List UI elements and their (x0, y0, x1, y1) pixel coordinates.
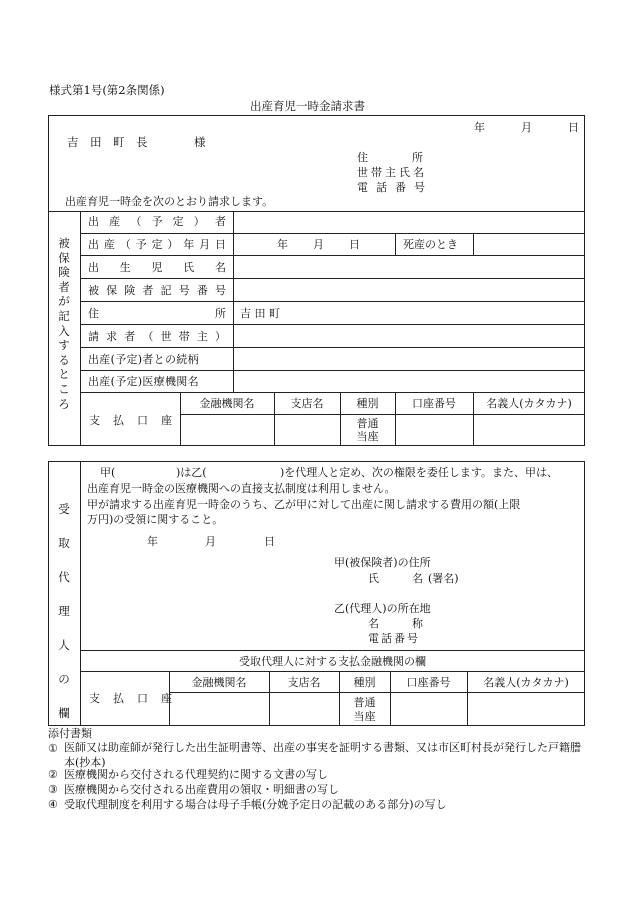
birth-date-month: 月 (313, 238, 324, 251)
attachments-title: 添付書類 (48, 727, 92, 740)
form-number: 様式第1号(第2条関係) (49, 83, 165, 97)
row-label-relationship: 出産(予定)者との続柄 (88, 353, 199, 366)
proxy-date-day: 日 (264, 535, 275, 548)
row-label-mother: 出 産 （ 予 定 ） 者 (88, 215, 226, 228)
attachment-3-text: 医療機関から交付される出産費用の領収・明細書の写し (64, 783, 339, 796)
date-year: 年 (474, 121, 485, 134)
stillbirth-label: 死産のとき (403, 238, 458, 251)
row-label-hospital: 出産(予定)医療機関名 (88, 375, 199, 388)
bank-header-number: 口座番号 (412, 397, 456, 410)
agent-address-label: 乙(代理人)の所在地 (334, 602, 431, 615)
attachment-4-num: ④ (48, 798, 58, 811)
seal-note: (署名) (428, 572, 459, 585)
agent-phone-label: 電話番号 (368, 632, 420, 645)
applicant-phone-label: 電話番号 (357, 181, 433, 194)
proxy-para1-a: 甲( (100, 466, 116, 479)
proxy-account-type-regular: 普通 (353, 696, 376, 709)
row-label-claimant: 請 求 者 （ 世 帯 主 ） (88, 330, 226, 343)
account-type-regular: 普通 (356, 417, 379, 430)
account-type-checking: 当座 (356, 430, 379, 443)
payment-account-label: 支 払 口 座 (89, 414, 173, 427)
bank-header-holder: 名義人(カタカナ) (486, 397, 572, 410)
proxy-date-month: 月 (205, 535, 216, 548)
attachment-4-text: 受取代理制度を利用する場合は母子手帳(分娩予定日の記載のある部分)の写し (64, 798, 447, 811)
proxy-para1-line2: 出産育児一時金の医療機関への直接支払制度は利用しません。 (87, 482, 396, 495)
proxy-date-year: 年 (147, 535, 158, 548)
proxy-para1-c: )を代理人と定め、次の権限を委任します。また、甲は、 (280, 466, 558, 479)
attachment-1-num: ① (48, 742, 58, 755)
address-value: 吉 田 町 (240, 307, 280, 320)
principal-address-label: 甲(被保険者)の住所 (334, 556, 431, 569)
row-label-birth-date: 出 産 （ 予 定 ） 年 月 日 (88, 238, 226, 251)
birth-date-day: 日 (349, 238, 360, 251)
proxy-side-label: 受取代理人の欄 (58, 502, 70, 720)
proxy-bank-header-number: 口座番号 (406, 676, 451, 689)
bank-header-type: 種別 (356, 397, 379, 410)
insured-side-label: 被保険者が記入するところ (58, 236, 70, 411)
addressee: 吉 田 町 長 (67, 135, 148, 149)
proxy-bank-title: 受取代理人に対する支払金融機関の欄 (239, 655, 426, 668)
proxy-bank-header-branch: 支店名 (287, 676, 321, 689)
proxy-para2-line2: 万円)の受領に関すること。 (87, 513, 224, 526)
proxy-para2-line1: 甲が請求する出産育児一時金のうち、乙が甲に対して出産に関し請求する費用の額(上限 (87, 498, 521, 511)
proxy-para1-b: )は乙( (176, 466, 207, 479)
birth-date-year: 年 (277, 238, 288, 251)
agent-name-label: 名 称 (368, 617, 423, 630)
proxy-bank-header-holder: 名義人(カタカナ) (483, 676, 569, 689)
principal-name-label: 氏 名 (368, 572, 423, 585)
request-text: 出産育児一時金を次のとおり請求します。 (65, 195, 274, 208)
bank-header-branch: 支店名 (290, 397, 324, 410)
proxy-account-type-checking: 当座 (353, 710, 376, 723)
addressee-suffix: 様 (194, 135, 206, 149)
applicant-address-label: 住 所 (357, 151, 423, 164)
attachment-2-text: 医療機関から交付される代理契約に関する文書の写し (64, 768, 328, 781)
row-label-child-name: 出 生 児 氏 名 (88, 261, 226, 274)
attachment-2-num: ② (48, 768, 58, 781)
proxy-payment-account-label: 支 払 口 座 (89, 692, 173, 705)
attachment-3-num: ③ (48, 783, 58, 796)
proxy-bank-header-name: 金融機関名 (191, 676, 247, 689)
row-label-insured-number: 被 保 険 者 記 号 番 号 (88, 284, 226, 297)
date-month: 月 (521, 121, 532, 134)
page-title: 出産育児一時金請求書 (250, 99, 365, 113)
applicant-head-label: 世帯主氏名 (357, 166, 427, 179)
proxy-bank-header-type: 種別 (353, 676, 376, 689)
row-label-address: 住 所 (88, 307, 226, 320)
bank-header-name: 金融機関名 (199, 397, 255, 410)
attachment-1-text: 医師又は助産師が発行した出生証明書等、出産の事実を証明する書類、又は市区町村長が発行した戸籍謄本(抄本) (64, 741, 581, 769)
date-day: 日 (568, 121, 579, 134)
